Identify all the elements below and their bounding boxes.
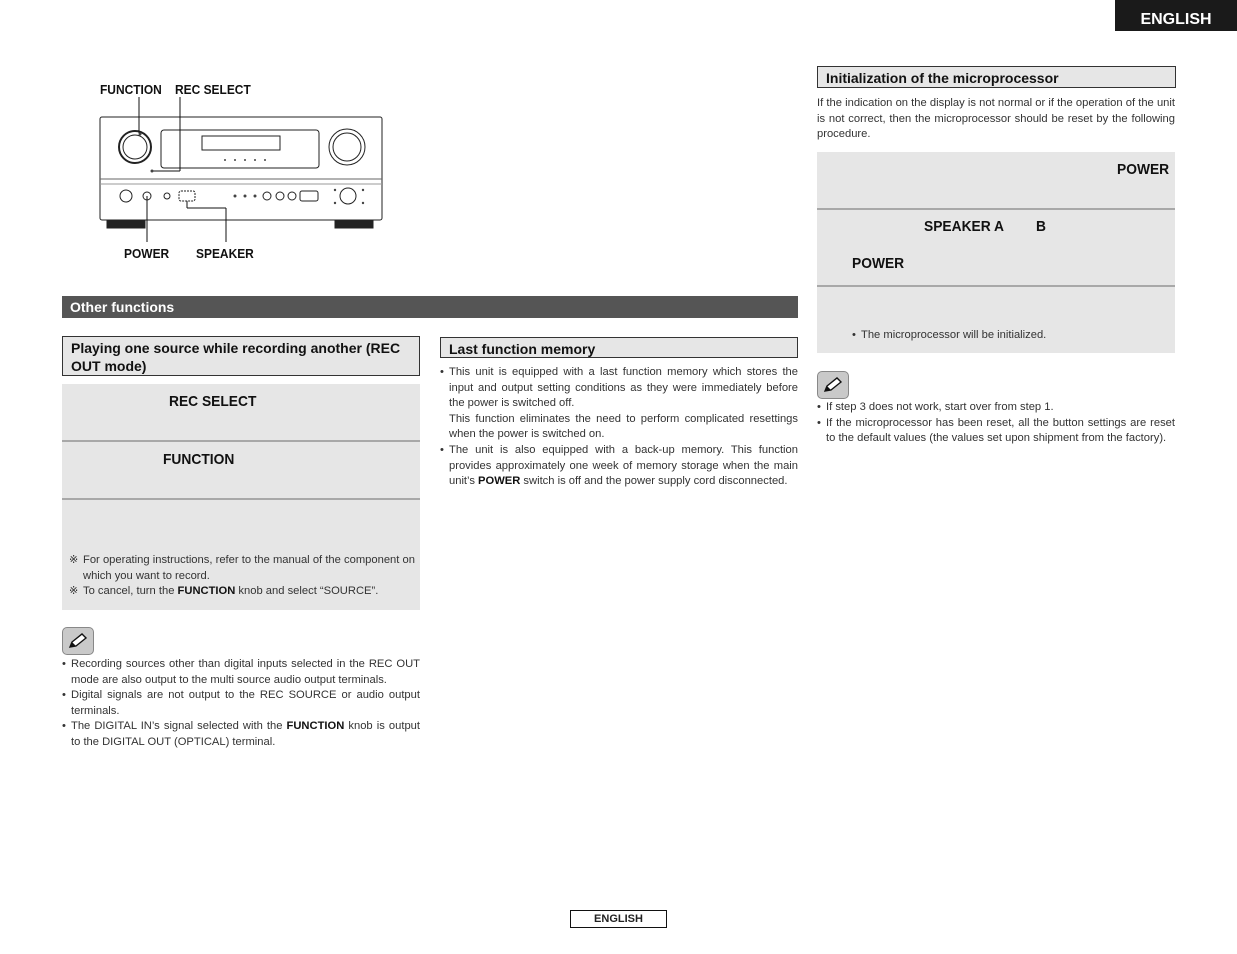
pencil-note-icon: [62, 627, 94, 655]
initialization-bullet: • If the microprocessor has been reset, all the button settings are reset to the default values (the values set upon shipment from the factory).: [817, 416, 1175, 447]
rec-out-note: ※ To cancel, turn the FUNCTION knob and select “SOURCE”.: [69, 584, 415, 600]
power-button-label-2: POWER: [852, 255, 905, 272]
last-function-text: • This unit is equipped with a last function memory which stores the input and output setting conditions as they were immediately before the power is switched off.: [449, 366, 798, 410]
last-function-text-cont: This function eliminates the need to perform complicated resettings when the power is switched on.: [449, 412, 798, 441]
rec-out-notes: [69, 553, 415, 600]
speaker-b-button-label: B: [1036, 218, 1046, 235]
rec-out-step-3: [62, 500, 420, 610]
pencil-note-icon: [817, 371, 849, 399]
rec-select-key-label: REC SELECT: [169, 393, 257, 410]
init-step-3-bullet: • The microprocessor will be initialized.: [852, 328, 1172, 344]
speaker-a-button-label: SPEAKER A: [924, 218, 1005, 235]
diagram-label-function: FUNCTION: [100, 82, 162, 97]
diagram-label-speaker: SPEAKER: [196, 246, 254, 261]
rec-out-heading: Playing one source while recording another (REC OUT mode): [62, 336, 420, 376]
receiver-front-panel-drawing: [95, 80, 395, 265]
rec-out-bullet: • Recording sources other than digital inputs selected in the REC OUT mode are also output to the multi source audio output terminals.: [62, 657, 420, 688]
rec-out-note: ※ For operating instructions, refer to the manual of the component on which you want to record.: [69, 553, 415, 584]
footer-language-label: ENGLISH: [570, 910, 667, 928]
diagram-label-power: POWER: [124, 246, 170, 261]
rec-out-step-1: [62, 384, 420, 442]
rec-out-step-2: [62, 442, 420, 500]
initialization-heading: Initialization of the microprocessor: [817, 66, 1176, 88]
init-step-3-bullets: [852, 328, 1172, 344]
section-title-other-functions: Other functions: [62, 296, 798, 318]
power-button-label: POWER: [1117, 161, 1170, 178]
receiver-diagram: [95, 80, 395, 265]
function-knob-label: FUNCTION: [163, 451, 235, 468]
rec-out-bullet: • Digital signals are not output to the REC SOURCE or audio output terminals.: [62, 688, 420, 719]
language-tab: ENGLISH: [1115, 0, 1237, 31]
last-function-bullets: [440, 365, 798, 490]
init-step-3: [817, 287, 1175, 353]
last-function-bullet: • The unit is also equipped with a back-up memory. This function provides approximately one week of memory storage when the main unit’s POWER switch is off and the power supply cord disconnected.: [440, 443, 798, 490]
diagram-label-rec-select: REC SELECT: [175, 82, 251, 97]
initialization-bullet: • If step 3 does not work, start over from step 1.: [817, 400, 1175, 416]
initialization-intro: If the indication on the display is not normal or if the operation of the unit is not correct, then the microprocessor should be reset by the following procedure.: [817, 97, 1175, 141]
last-function-bullet: [440, 365, 798, 443]
init-step-1: [817, 152, 1175, 210]
initialization-bullets: [817, 400, 1175, 447]
init-step-2: [817, 210, 1175, 287]
rec-out-bullets: [62, 657, 420, 751]
last-function-heading: Last function memory: [440, 337, 798, 358]
rec-out-bullet: • The DIGITAL IN’s signal selected with the FUNCTION knob is output to the DIGITAL OUT (OPTICAL) terminal.: [62, 719, 420, 750]
